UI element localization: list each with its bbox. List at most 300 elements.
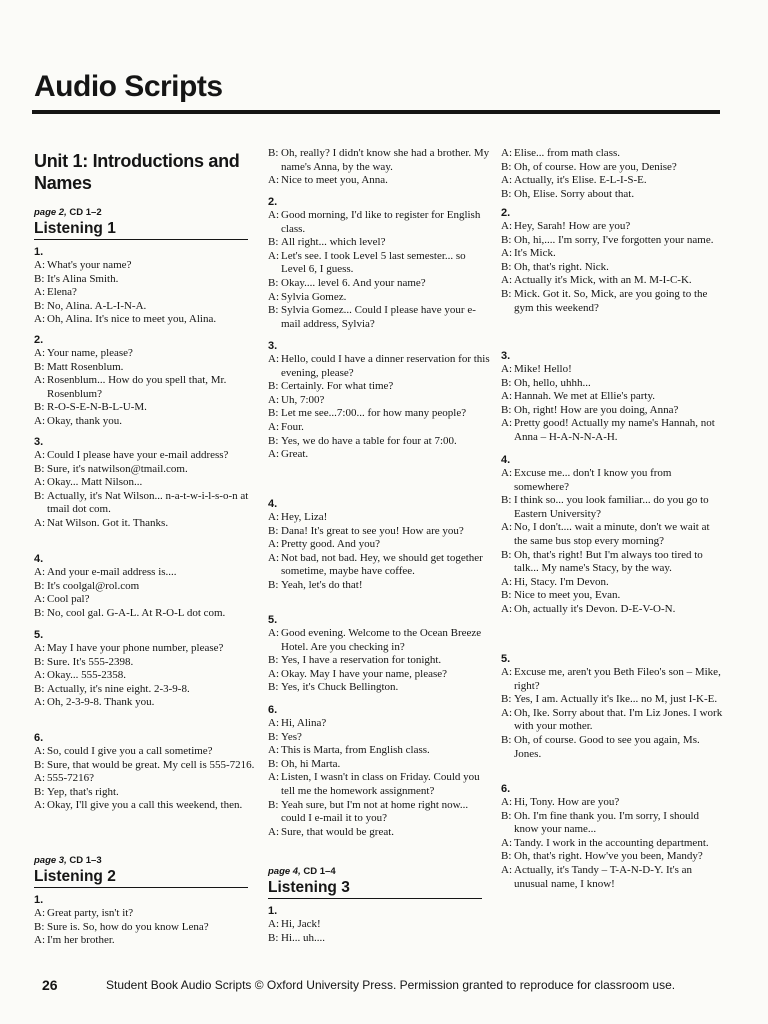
dialogue-text: Mick. Got it. So, Mick, are you going to the gym this weekend? (514, 287, 708, 314)
dialogue-text: Sure, it's natwilson@tmail.com. (47, 462, 188, 475)
dialogue-line (268, 353, 490, 380)
dialogue-block (501, 207, 723, 315)
dialogue-text: Actually, it's nine eight. 2-3-9-8. (47, 682, 190, 695)
dialogue-line (34, 361, 256, 375)
speaker-label: A: (501, 521, 512, 534)
speaker-label: B: (268, 931, 279, 944)
dialogue-line (501, 693, 723, 707)
dialogue-block (268, 147, 490, 188)
dialogue-text: Four. (281, 420, 304, 433)
title-rule (32, 110, 720, 114)
dialogue-line (501, 576, 723, 590)
dialogue-line (34, 415, 256, 429)
section-title: Listening 2 (34, 867, 248, 888)
dialogue-text: Hey, Sarah! How are you? (514, 220, 631, 232)
section-reference: page 4, CD 1–4 (268, 866, 336, 877)
dialogue-text: Okay... Matt Nilson... (47, 476, 143, 489)
dialogue-block (268, 196, 490, 331)
dialogue-text: Your name, please? (47, 347, 133, 359)
speaker-label: A: (501, 602, 512, 615)
dialogue-line (501, 734, 723, 761)
dialogue-text: Elena? (47, 286, 77, 299)
speaker-label: B: (501, 160, 512, 173)
dialogue-block (34, 553, 256, 620)
speaker-label: A: (268, 511, 279, 523)
speaker-label: B: (34, 682, 45, 695)
dialogue-text: Listen, I wasn't in class on Friday. Could you tell me the homework assignment? (281, 771, 480, 797)
dialogue-block (501, 350, 723, 445)
dialogue-text: Not bad, not bad. Hey, we should get together sometime, maybe have coffee. (281, 551, 483, 578)
dialogue-line (268, 668, 490, 682)
dialogue-line (268, 654, 490, 668)
dialogue-block (34, 732, 256, 813)
dialogue-text: Yes, we do have a table for four at 7:00. (281, 434, 457, 447)
dialogue-line (268, 435, 490, 449)
dialogue-line (34, 313, 256, 327)
dialogue-line (268, 627, 490, 654)
dialogue-number: 2. (268, 196, 278, 208)
dialogue-line (34, 580, 256, 594)
section-reference: page 3, CD 1–3 (34, 855, 102, 866)
dialogue-line (268, 421, 490, 435)
speaker-label: B: (268, 681, 279, 694)
dialogue-block (34, 894, 256, 948)
speaker-label: B: (501, 693, 512, 706)
dialogue-text: It's Mick. (514, 247, 556, 260)
speaker-label: B: (501, 260, 512, 273)
speaker-label: A: (34, 799, 45, 812)
dialogue-line (268, 799, 490, 826)
speaker-label: B: (268, 654, 279, 667)
dialogue-line (268, 250, 490, 277)
dialogue-line (34, 490, 256, 517)
dialogue-text: Yes, it's Chuck Bellington. (281, 681, 399, 694)
dialogue-line (501, 220, 723, 234)
dialogue-line (34, 374, 256, 401)
speaker-label: A: (501, 706, 512, 719)
dialogue-text: Actually, it's Nat Wilson... n-a-t-w-i-l-s-o-n at tmail dot com. (47, 489, 249, 516)
dialogue-text: Good morning, I'd like to register for English class. (281, 209, 481, 235)
speaker-label: B: (268, 798, 279, 811)
speaker-label: A: (501, 467, 512, 479)
speaker-label: A: (268, 249, 279, 262)
speaker-label: B: (34, 606, 45, 619)
dialogue-line (268, 717, 490, 731)
dialogue-text: Oh, Alina. It's nice to meet you, Alina. (47, 313, 217, 326)
dialogue-line (501, 796, 723, 810)
dialogue-line (501, 549, 723, 576)
dialogue-text: Hi, Alina? (281, 717, 327, 729)
speaker-label: A: (268, 393, 279, 406)
dialogue-line (501, 288, 723, 315)
dialogue-text: Sure, that would be great. My cell is 555-7216. (47, 758, 255, 771)
speaker-label: B: (268, 380, 279, 393)
speaker-label: A: (268, 209, 279, 221)
speaker-label: B: (501, 733, 512, 746)
dialogue-line (268, 758, 490, 772)
dialogue-line (268, 277, 490, 291)
speaker-label: B: (34, 489, 45, 502)
speaker-label: A: (34, 347, 45, 359)
dialogue-line (34, 286, 256, 300)
speaker-label: A: (268, 627, 279, 639)
dialogue-text: 555-7216? (47, 772, 95, 785)
dialogue-line (501, 404, 723, 418)
dialogue-number: 6. (268, 704, 278, 716)
speaker-label: A: (268, 420, 279, 433)
dialogue-number: 1. (34, 894, 44, 906)
speaker-label: B: (268, 276, 279, 289)
dialogue-block (501, 147, 723, 201)
speaker-label: A: (501, 836, 512, 849)
dialogue-text: No, Alina. A-L-I-N-A. (47, 299, 147, 312)
speaker-label: A: (501, 220, 512, 232)
speaker-label: A: (268, 448, 279, 461)
dialogue-line (501, 810, 723, 837)
dialogue-text: Great. (281, 448, 309, 461)
dialogue-block (501, 783, 723, 891)
dialogue-line (501, 161, 723, 175)
speaker-label: A: (501, 796, 512, 808)
dialogue-number: 2. (34, 334, 44, 346)
speaker-label: B: (34, 360, 45, 373)
speaker-label: B: (34, 272, 45, 285)
speaker-label: A: (34, 414, 45, 427)
dialogue-line (268, 681, 490, 695)
dialogue-text: Let's see. I took Level 5 last semester... so Level 6, I guess. (281, 249, 466, 276)
dialogue-line (268, 771, 490, 798)
dialogue-text: Mike! Hello! (514, 363, 572, 375)
dialogue-line (34, 683, 256, 697)
dialogue-line (34, 907, 256, 921)
speaker-label: A: (34, 374, 45, 387)
dialogue-line (501, 850, 723, 864)
speaker-label: B: (268, 304, 279, 317)
dialogue-block (34, 436, 256, 531)
dialogue-number: 3. (501, 350, 511, 362)
speaker-label: A: (34, 566, 45, 578)
dialogue-text: Cool pal? (47, 593, 90, 606)
dialogue-number: 5. (268, 614, 278, 626)
speaker-label: B: (34, 579, 45, 592)
dialogue-line (34, 476, 256, 490)
dialogue-text: Oh. I'm fine thank you. I'm sorry, I should know your name... (514, 809, 700, 836)
dialogue-line (501, 363, 723, 377)
dialogue-line (268, 552, 490, 579)
dialogue-text: And your e-mail address is.... (47, 566, 177, 578)
dialogue-text: Hello, could I have a dinner reservation for this evening, please? (281, 353, 490, 379)
dialogue-text: Oh, that's right. Nick. (514, 260, 609, 273)
dialogue-text: Oh, Ike. Sorry about that. I'm Liz Jones. I work with your mother. (514, 706, 723, 733)
dialogue-text: I'm her brother. (47, 934, 115, 947)
speaker-label: A: (34, 934, 45, 947)
speaker-label: B: (501, 376, 512, 389)
speaker-label: B: (501, 233, 512, 246)
dialogue-text: Tandy. I work in the accounting department. (514, 836, 709, 849)
dialogue-line (268, 394, 490, 408)
dialogue-text: Sure, that would be great. (281, 825, 395, 838)
dialogue-line (34, 273, 256, 287)
dialogue-line (34, 934, 256, 948)
dialogue-line (34, 642, 256, 656)
dialogue-line (268, 380, 490, 394)
dialogue-text: Nice to meet you, Evan. (514, 589, 621, 602)
dialogue-line (268, 918, 490, 932)
dialogue-text: Actually, it's Elise. E-L-I-S-E. (514, 174, 647, 187)
dialogue-block (268, 905, 490, 945)
dialogue-text: Okay.... level 6. And your name? (281, 276, 426, 289)
dialogue-line (34, 759, 256, 773)
page-title: Audio Scripts (34, 70, 223, 103)
speaker-label: A: (34, 696, 45, 709)
dialogue-text: Oh, that's right. How've you been, Mandy? (514, 850, 703, 863)
dialogue-number: 1. (268, 905, 278, 917)
dialogue-text: Oh, actually it's Devon. D-E-V-O-N. (514, 602, 676, 615)
speaker-label: B: (34, 401, 45, 414)
speaker-label: B: (501, 403, 512, 416)
dialogue-line (501, 603, 723, 617)
dialogue-line (34, 669, 256, 683)
dialogue-line (34, 772, 256, 786)
dialogue-text: Yeah, let's do that! (281, 578, 363, 591)
dialogue-line (34, 566, 256, 580)
dialogue-block (34, 629, 256, 710)
dialogue-line (501, 274, 723, 288)
unit-title: Unit 1: Introductions and Names (34, 151, 240, 193)
dialogue-line (268, 511, 490, 525)
dialogue-line (501, 467, 723, 494)
speaker-label: A: (501, 863, 512, 876)
speaker-label: A: (34, 593, 45, 606)
dialogue-text: Could I please have your e-mail address? (47, 449, 229, 461)
speaker-label: A: (268, 174, 279, 187)
speaker-label: A: (501, 417, 512, 430)
dialogue-text: Pretty good! Actually my name's Hannah, not Anna – H-A-N-N-A-H. (514, 417, 715, 443)
section-title: Listening 1 (34, 219, 248, 240)
dialogue-line (268, 304, 490, 331)
speaker-label: B: (501, 187, 512, 200)
dialogue-line (34, 259, 256, 273)
dialogue-text: Oh, Elise. Sorry about that. (514, 187, 635, 200)
page-number: 26 (42, 977, 58, 993)
dialogue-text: I think so... you look familiar... do you go to Eastern University? (514, 494, 709, 520)
dialogue-number: 1. (34, 246, 44, 258)
speaker-label: B: (34, 462, 45, 475)
speaker-label: A: (34, 286, 45, 299)
dialogue-text: Let me see...7:00... for how many people? (281, 407, 467, 420)
dialogue-text: All right... which level? (281, 236, 386, 249)
section-heading-listening-1 (34, 207, 248, 240)
dialogue-line (501, 174, 723, 188)
speaker-label: B: (268, 407, 279, 420)
dialogue-block (501, 454, 723, 617)
speaker-label: A: (268, 825, 279, 838)
dialogue-text: Yes, I have a reservation for tonight. (281, 654, 442, 667)
dialogue-number: 6. (34, 732, 44, 744)
speaker-label: B: (268, 147, 279, 159)
speaker-label: B: (268, 757, 279, 770)
speaker-label: A: (268, 538, 279, 551)
dialogue-text: Oh, right! How are you doing, Anna? (514, 403, 679, 416)
dialogue-line (268, 538, 490, 552)
speaker-label: A: (501, 174, 512, 187)
speaker-label: B: (501, 287, 512, 300)
section-title: Listening 3 (268, 878, 482, 899)
dialogue-line (268, 932, 490, 946)
dialogue-text: Oh, that's right! But I'm always too tired to talk... My name's Stacy, by the way. (514, 548, 703, 575)
speaker-label: B: (501, 809, 512, 822)
section-heading-listening-3 (268, 866, 482, 899)
dialogue-number: 3. (34, 436, 44, 448)
dialogue-number: 3. (268, 340, 278, 352)
dialogue-number: 4. (501, 454, 511, 466)
dialogue-line (34, 347, 256, 361)
dialogue-text: Oh, really? I didn't know she had a brother. My name's Anna, by the way. (281, 147, 490, 173)
dialogue-text: Sure. It's 555-2398. (47, 655, 134, 668)
dialogue-text: It's coolgal@rol.com (47, 579, 140, 592)
dialogue-number: 4. (268, 498, 278, 510)
dialogue-block (501, 653, 723, 761)
dialogue-text: Oh, of course. Good to see you again, Ms. Jones. (514, 733, 700, 760)
speaker-label: A: (501, 575, 512, 588)
dialogue-text: Hey, Liza! (281, 511, 328, 523)
dialogue-text: Certainly. For what time? (281, 380, 394, 393)
dialogue-block (268, 340, 490, 462)
dialogue-text: So, could I give you a call sometime? (47, 745, 213, 757)
speaker-label: A: (34, 449, 45, 461)
dialogue-text: Okay... 555-2358. (47, 669, 127, 682)
speaker-label: A: (501, 147, 512, 159)
dialogue-line (501, 234, 723, 248)
speaker-label: B: (268, 434, 279, 447)
dialogue-text: Yeah sure, but I'm not at home right now... could I e-mail it to you? (281, 798, 469, 825)
dialogue-line (34, 786, 256, 800)
dialogue-text: Hi... uh.... (281, 931, 325, 944)
dialogue-text: Oh, hello, uhhh... (514, 376, 591, 389)
speaker-label: A: (501, 666, 512, 678)
dialogue-text: Oh, 2-3-9-8. Thank you. (47, 696, 155, 709)
speaker-label: A: (268, 744, 279, 757)
dialogue-text: Okay. May I have your name, please? (281, 667, 448, 680)
section-reference: page 2, CD 1–2 (34, 207, 102, 218)
dialogue-line (268, 147, 490, 174)
speaker-label: B: (34, 299, 45, 312)
speaker-label: A: (268, 667, 279, 680)
dialogue-line (268, 407, 490, 421)
dialogue-text: Oh, hi Marta. (281, 757, 341, 770)
dialogue-line (501, 261, 723, 275)
dialogue-text: Great party, isn't it? (47, 907, 134, 919)
dialogue-line (34, 799, 256, 813)
dialogue-text: Sure is. So, how do you know Lena? (47, 920, 209, 933)
speaker-label: B: (34, 785, 45, 798)
dialogue-line (268, 826, 490, 840)
dialogue-text: No, I don't.... wait a minute, don't we wait at the same bus stop every morning? (514, 521, 710, 547)
dialogue-line (34, 593, 256, 607)
speaker-label: B: (34, 758, 45, 771)
dialogue-block (268, 704, 490, 839)
dialogue-text: Okay, I'll give you a call this weekend, then. (47, 799, 243, 812)
dialogue-text: Excuse me... don't I know you from somewhere? (514, 467, 672, 493)
dialogue-text: Hannah. We met at Ellie's party. (514, 390, 655, 403)
dialogue-line (268, 731, 490, 745)
dialogue-text: May I have your phone number, please? (47, 642, 224, 654)
dialogue-line (268, 579, 490, 593)
dialogue-text: Oh, of course. How are you, Denise? (514, 160, 677, 173)
dialogue-line (34, 463, 256, 477)
speaker-label: A: (34, 745, 45, 757)
dialogue-number: 6. (501, 783, 511, 795)
speaker-label: A: (268, 717, 279, 729)
dialogue-text: Sylvia Gomez... Could I please have your e-mail address, Sylvia? (281, 304, 476, 330)
dialogue-line (501, 494, 723, 521)
dialogue-text: Yes? (281, 730, 302, 743)
dialogue-text: Pretty good. And you? (281, 538, 380, 551)
speaker-label: A: (34, 259, 45, 271)
dialogue-text: Uh, 7:00? (281, 393, 325, 406)
speaker-label: B: (501, 850, 512, 863)
dialogue-line (501, 390, 723, 404)
dialogue-text: Yes, I am. Actually it's Ike... no M, just I-K-E. (514, 693, 718, 706)
dialogue-line (34, 696, 256, 710)
dialogue-line (501, 666, 723, 693)
speaker-label: B: (34, 655, 45, 668)
dialogue-number: 5. (501, 653, 511, 665)
speaker-label: A: (34, 313, 45, 326)
speaker-label: A: (501, 390, 512, 403)
speaker-label: A: (268, 353, 279, 365)
speaker-label: B: (268, 730, 279, 743)
dialogue-text: Rosenblum... How do you spell that, Mr. Rosenblum? (47, 374, 227, 400)
speaker-label: B: (268, 236, 279, 249)
dialogue-line (501, 589, 723, 603)
dialogue-text: Elise... from math class. (514, 147, 621, 159)
dialogue-line (501, 417, 723, 444)
dialogue-number: 5. (34, 629, 44, 641)
speaker-label: A: (501, 274, 512, 287)
dialogue-line (34, 921, 256, 935)
speaker-label: B: (501, 494, 512, 507)
speaker-label: A: (268, 551, 279, 564)
speaker-label: A: (34, 907, 45, 919)
dialogue-text: Hi, Stacy. I'm Devon. (514, 575, 609, 588)
dialogue-block (34, 246, 256, 327)
dialogue-line (34, 517, 256, 531)
dialogue-line (501, 377, 723, 391)
speaker-label: A: (34, 516, 45, 529)
dialogue-line (268, 744, 490, 758)
dialogue-text: R-O-S-E-N-B-L-U-M. (47, 401, 147, 414)
dialogue-text: Okay, thank you. (47, 414, 123, 427)
dialogue-text: No, cool gal. G-A-L. At R-O-L dot com. (47, 606, 226, 619)
dialogue-text: Sylvia Gomez. (281, 290, 347, 303)
speaker-label: A: (501, 247, 512, 260)
dialogue-number: 4. (34, 553, 44, 565)
dialogue-text: It's Alina Smith. (47, 272, 119, 285)
dialogue-line (501, 837, 723, 851)
dialogue-text: Hi, Tony. How are you? (514, 796, 620, 808)
dialogue-line (268, 236, 490, 250)
dialogue-text: Dana! It's great to see you! How are you? (281, 524, 464, 537)
dialogue-line (268, 525, 490, 539)
dialogue-line (268, 448, 490, 462)
dialogue-text: Good evening. Welcome to the Ocean Breeze Hotel. Are you checking in? (281, 627, 482, 653)
dialogue-line (34, 401, 256, 415)
speaker-label: B: (501, 589, 512, 602)
dialogue-text: Yep, that's right. (47, 785, 119, 798)
section-heading-listening-2 (34, 855, 248, 888)
dialogue-line (501, 147, 723, 161)
